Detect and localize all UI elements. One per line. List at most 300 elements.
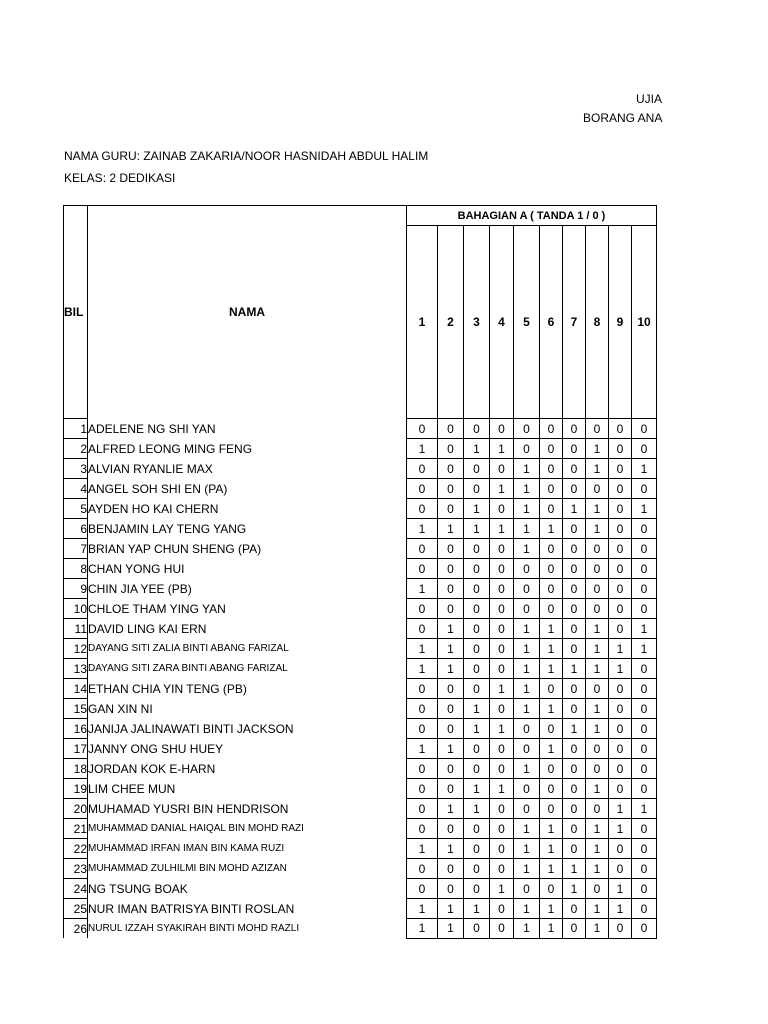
mark-cell: 0 [632, 419, 657, 439]
mark-cell: 0 [438, 419, 464, 439]
mark-cell: 0 [514, 719, 540, 739]
mark-cell: 0 [609, 499, 632, 519]
mark-cell: 0 [490, 919, 514, 939]
table-row [64, 739, 657, 759]
mark-cell: 0 [490, 539, 514, 559]
student-name: JANNY ONG SHU HUEY [88, 739, 407, 759]
mark-cell: 0 [464, 839, 490, 859]
student-name: CHAN YONG HUI [88, 559, 407, 579]
table-row [64, 619, 657, 639]
mark-cell: 1 [632, 459, 657, 479]
mark-cell: 1 [563, 659, 586, 679]
table-row [64, 779, 657, 799]
mark-cell: 0 [407, 879, 438, 899]
mark-cell: 1 [563, 879, 586, 899]
mark-cell: 0 [464, 619, 490, 639]
mark-cell: 0 [540, 879, 563, 899]
mark-cell: 0 [563, 559, 586, 579]
mark-cell: 0 [540, 779, 563, 799]
mark-cell: 0 [514, 739, 540, 759]
mark-cell: 0 [609, 759, 632, 779]
student-name: LIM CHEE MUN [88, 779, 407, 799]
mark-cell: 1 [586, 639, 609, 659]
mark-cell: 0 [438, 439, 464, 459]
row-number: 14 [64, 679, 88, 699]
mark-cell: 1 [609, 899, 632, 919]
mark-cell: 0 [609, 579, 632, 599]
mark-cell: 1 [490, 779, 514, 799]
mark-cell: 0 [438, 779, 464, 799]
header-question: 9 [609, 226, 632, 419]
mark-cell: 0 [490, 639, 514, 659]
mark-cell: 1 [464, 719, 490, 739]
row-number: 24 [64, 879, 88, 899]
mark-cell: 1 [514, 819, 540, 839]
row-number: 7 [64, 539, 88, 559]
mark-cell: 0 [586, 599, 609, 619]
mark-cell: 1 [438, 659, 464, 679]
table-row [64, 699, 657, 719]
mark-cell: 0 [438, 479, 464, 499]
mark-cell: 0 [609, 839, 632, 859]
student-name: ANGEL SOH SHI EN (PA) [88, 479, 407, 499]
mark-cell: 0 [563, 779, 586, 799]
mark-cell: 0 [438, 719, 464, 739]
mark-cell: 1 [514, 479, 540, 499]
mark-cell: 1 [632, 619, 657, 639]
mark-cell: 0 [490, 419, 514, 439]
mark-cell: 0 [407, 819, 438, 839]
mark-cell: 0 [632, 539, 657, 559]
mark-cell: 0 [563, 819, 586, 839]
header-question: 5 [514, 226, 540, 419]
mark-cell: 0 [563, 539, 586, 559]
mark-cell: 0 [490, 739, 514, 759]
mark-cell: 1 [438, 739, 464, 759]
row-number: 16 [64, 719, 88, 739]
mark-cell: 1 [438, 799, 464, 819]
mark-cell: 0 [632, 599, 657, 619]
mark-cell: 0 [407, 859, 438, 879]
mark-cell: 0 [438, 879, 464, 899]
mark-cell: 1 [514, 699, 540, 719]
mark-cell: 0 [563, 799, 586, 819]
mark-cell: 0 [490, 699, 514, 719]
mark-cell: 1 [438, 839, 464, 859]
mark-cell: 0 [464, 639, 490, 659]
mark-cell: 0 [540, 479, 563, 499]
mark-cell: 1 [407, 739, 438, 759]
mark-cell: 0 [407, 759, 438, 779]
row-number: 6 [64, 519, 88, 539]
mark-cell: 1 [438, 619, 464, 639]
mark-cell: 0 [632, 679, 657, 699]
mark-cell: 0 [632, 839, 657, 859]
mark-cell: 1 [490, 519, 514, 539]
row-number: 19 [64, 779, 88, 799]
mark-cell: 1 [632, 639, 657, 659]
mark-cell: 0 [514, 599, 540, 619]
row-number: 10 [64, 599, 88, 619]
mark-cell: 1 [540, 739, 563, 759]
mark-cell: 0 [609, 699, 632, 719]
mark-cell: 0 [609, 519, 632, 539]
mark-cell: 1 [407, 519, 438, 539]
mark-cell: 0 [438, 679, 464, 699]
table-row [64, 679, 657, 699]
row-number: 11 [64, 619, 88, 639]
mark-cell: 0 [464, 679, 490, 699]
mark-cell: 1 [586, 779, 609, 799]
row-number: 21 [64, 819, 88, 839]
mark-cell: 0 [609, 459, 632, 479]
mark-cell: 0 [464, 479, 490, 499]
mark-cell: 1 [540, 819, 563, 839]
mark-cell: 0 [490, 859, 514, 879]
student-name: MUHAMAD YUSRI BIN HENDRISON [88, 799, 407, 819]
mark-cell: 1 [438, 519, 464, 539]
mark-cell: 0 [632, 739, 657, 759]
mark-cell: 1 [438, 899, 464, 919]
mark-cell: 0 [563, 579, 586, 599]
mark-cell: 1 [407, 659, 438, 679]
mark-cell: 0 [609, 559, 632, 579]
student-name: MUHAMMAD IRFAN IMAN BIN KAMA RUZI [88, 839, 407, 859]
mark-cell: 1 [540, 899, 563, 919]
mark-cell: 0 [586, 759, 609, 779]
row-number: 4 [64, 479, 88, 499]
mark-cell: 0 [632, 479, 657, 499]
mark-cell: 0 [609, 739, 632, 759]
mark-cell: 0 [609, 859, 632, 879]
mark-cell: 1 [586, 719, 609, 739]
mark-cell: 1 [586, 839, 609, 859]
mark-cell: 0 [407, 459, 438, 479]
mark-cell: 1 [540, 839, 563, 859]
mark-cell: 1 [586, 899, 609, 919]
mark-cell: 0 [407, 679, 438, 699]
mark-cell: 1 [540, 639, 563, 659]
table-row [64, 799, 657, 819]
header-nama: NAMA [88, 206, 407, 419]
mark-cell: 1 [514, 499, 540, 519]
mark-cell: 0 [540, 439, 563, 459]
mark-cell: 0 [438, 539, 464, 559]
mark-cell: 0 [438, 559, 464, 579]
mark-cell: 0 [632, 859, 657, 879]
mark-cell: 1 [490, 479, 514, 499]
mark-cell: 1 [464, 899, 490, 919]
table-row [64, 659, 657, 679]
mark-cell: 0 [407, 559, 438, 579]
table-row [64, 419, 657, 439]
mark-cell: 0 [586, 479, 609, 499]
mark-cell: 0 [540, 599, 563, 619]
document-title: UJIA [636, 92, 663, 106]
table-row [64, 919, 657, 939]
mark-cell: 0 [632, 879, 657, 899]
mark-cell: 1 [609, 819, 632, 839]
row-number: 22 [64, 839, 88, 859]
student-name: NUR IMAN BATRISYA BINTI ROSLAN [88, 899, 407, 919]
mark-cell: 0 [563, 439, 586, 459]
mark-cell: 0 [586, 579, 609, 599]
mark-cell: 0 [586, 879, 609, 899]
mark-cell: 0 [586, 419, 609, 439]
mark-cell: 0 [563, 599, 586, 619]
mark-cell: 1 [514, 519, 540, 539]
mark-cell: 0 [490, 839, 514, 859]
mark-cell: 0 [464, 859, 490, 879]
mark-cell: 0 [407, 599, 438, 619]
mark-cell: 0 [407, 719, 438, 739]
mark-cell: 1 [490, 439, 514, 459]
mark-cell: 0 [438, 499, 464, 519]
mark-cell: 0 [407, 499, 438, 519]
mark-cell: 0 [540, 559, 563, 579]
mark-cell: 1 [490, 679, 514, 699]
mark-cell: 0 [490, 559, 514, 579]
mark-cell: 0 [540, 539, 563, 559]
mark-cell: 0 [586, 739, 609, 759]
table-row [64, 579, 657, 599]
row-number: 12 [64, 639, 88, 659]
row-number: 15 [64, 699, 88, 719]
mark-cell: 0 [632, 559, 657, 579]
student-name: DAVID LING KAI ERN [88, 619, 407, 639]
mark-cell: 1 [609, 659, 632, 679]
student-name: ETHAN CHIA YIN TENG (PB) [88, 679, 407, 699]
mark-cell: 0 [632, 659, 657, 679]
student-name: NG TSUNG BOAK [88, 879, 407, 899]
header-question: 3 [464, 226, 490, 419]
table-row [64, 639, 657, 659]
mark-cell: 1 [438, 639, 464, 659]
mark-cell: 0 [490, 759, 514, 779]
header-question: 2 [438, 226, 464, 419]
mark-cell: 1 [609, 639, 632, 659]
mark-cell: 0 [464, 459, 490, 479]
mark-cell: 0 [563, 699, 586, 719]
mark-cell: 0 [632, 779, 657, 799]
mark-cell: 0 [514, 579, 540, 599]
mark-cell: 0 [490, 499, 514, 519]
mark-cell: 1 [586, 859, 609, 879]
mark-cell: 0 [609, 599, 632, 619]
header-question: 1 [407, 226, 438, 419]
mark-cell: 0 [490, 579, 514, 599]
row-number: 3 [64, 459, 88, 479]
header-question: 4 [490, 226, 514, 419]
table-row [64, 499, 657, 519]
mark-cell: 0 [609, 439, 632, 459]
mark-cell: 0 [586, 799, 609, 819]
header-question: 6 [540, 226, 563, 419]
mark-cell: 1 [464, 799, 490, 819]
mark-cell: 0 [609, 419, 632, 439]
mark-cell: 1 [632, 499, 657, 519]
mark-cell: 0 [563, 759, 586, 779]
mark-cell: 1 [464, 519, 490, 539]
mark-cell: 0 [540, 759, 563, 779]
mark-cell: 1 [540, 699, 563, 719]
mark-cell: 0 [586, 559, 609, 579]
mark-cell: 0 [464, 659, 490, 679]
table-row [64, 439, 657, 459]
mark-cell: 0 [438, 859, 464, 879]
mark-cell: 0 [438, 459, 464, 479]
student-name: ALVIAN RYANLIE MAX [88, 459, 407, 479]
class-name: KELAS: 2 DEDIKASI [64, 171, 176, 185]
table-row [64, 759, 657, 779]
mark-cell: 1 [514, 459, 540, 479]
row-number: 23 [64, 859, 88, 879]
mark-cell: 0 [563, 419, 586, 439]
mark-cell: 0 [490, 599, 514, 619]
student-name: CHIN JIA YEE (PB) [88, 579, 407, 599]
table-row [64, 539, 657, 559]
mark-cell: 1 [540, 859, 563, 879]
student-name: BRIAN YAP CHUN SHENG (PA) [88, 539, 407, 559]
mark-cell: 1 [586, 499, 609, 519]
student-name: JORDAN KOK E-HARN [88, 759, 407, 779]
student-name: DAYANG SITI ZALIA BINTI ABANG FARIZAL [88, 639, 407, 659]
mark-cell: 1 [586, 819, 609, 839]
mark-cell: 1 [540, 519, 563, 539]
mark-cell: 0 [632, 579, 657, 599]
mark-cell: 0 [438, 759, 464, 779]
mark-cell: 1 [407, 579, 438, 599]
mark-cell: 1 [464, 779, 490, 799]
mark-cell: 0 [407, 779, 438, 799]
mark-cell: 0 [563, 459, 586, 479]
mark-cell: 1 [514, 759, 540, 779]
table-row [64, 719, 657, 739]
mark-cell: 0 [407, 479, 438, 499]
mark-cell: 1 [609, 799, 632, 819]
mark-cell: 0 [563, 479, 586, 499]
mark-cell: 1 [407, 639, 438, 659]
row-number: 9 [64, 579, 88, 599]
mark-cell: 0 [540, 579, 563, 599]
mark-cell: 1 [540, 619, 563, 639]
mark-cell: 1 [464, 499, 490, 519]
mark-cell: 1 [514, 839, 540, 859]
student-name: MUHAMMAD DANIAL HAIQAL BIN MOHD RAZI [88, 819, 407, 839]
mark-cell: 0 [609, 919, 632, 939]
mark-cell: 0 [490, 619, 514, 639]
mark-cell: 0 [407, 799, 438, 819]
mark-cell: 0 [514, 879, 540, 899]
mark-cell: 0 [490, 459, 514, 479]
mark-cell: 0 [407, 539, 438, 559]
mark-cell: 0 [563, 679, 586, 699]
mark-cell: 0 [514, 559, 540, 579]
header-bil: BIL [64, 206, 88, 419]
row-number: 5 [64, 499, 88, 519]
mark-cell: 0 [438, 599, 464, 619]
mark-cell: 0 [407, 619, 438, 639]
mark-cell: 1 [514, 539, 540, 559]
mark-cell: 1 [407, 839, 438, 859]
mark-cell: 1 [586, 519, 609, 539]
mark-cell: 1 [514, 919, 540, 939]
mark-cell: 0 [540, 799, 563, 819]
student-name: MUHAMMAD ZULHILMI BIN MOHD AZIZAN [88, 859, 407, 879]
mark-cell: 1 [407, 919, 438, 939]
mark-cell: 0 [514, 779, 540, 799]
mark-cell: 0 [563, 839, 586, 859]
document-subtitle: BORANG ANA [583, 111, 663, 125]
student-name: AYDEN HO KAI CHERN [88, 499, 407, 519]
student-name: ALFRED LEONG MING FENG [88, 439, 407, 459]
mark-cell: 1 [514, 619, 540, 639]
mark-cell: 0 [464, 919, 490, 939]
mark-cell: 1 [586, 619, 609, 639]
table-row [64, 819, 657, 839]
teacher-name: NAMA GURU: ZAINAB ZAKARIA/NOOR HASNIDAH ABDUL HALIM [64, 149, 429, 163]
mark-cell: 0 [514, 419, 540, 439]
mark-cell: 1 [514, 659, 540, 679]
mark-cell: 0 [563, 619, 586, 639]
student-name: GAN XIN NI [88, 699, 407, 719]
table-row [64, 599, 657, 619]
row-number: 17 [64, 739, 88, 759]
row-number: 1 [64, 419, 88, 439]
mark-cell: 0 [464, 599, 490, 619]
mark-cell: 0 [609, 539, 632, 559]
mark-cell: 0 [490, 659, 514, 679]
student-name: CHLOE THAM YING YAN [88, 599, 407, 619]
analysis-table [63, 205, 657, 939]
mark-cell: 1 [563, 719, 586, 739]
mark-cell: 0 [490, 899, 514, 919]
mark-cell: 0 [586, 679, 609, 699]
mark-cell: 0 [632, 719, 657, 739]
mark-cell: 0 [632, 519, 657, 539]
mark-cell: 0 [540, 459, 563, 479]
mark-cell: 0 [609, 619, 632, 639]
mark-cell: 0 [609, 479, 632, 499]
mark-cell: 1 [540, 919, 563, 939]
table-row [64, 899, 657, 919]
row-number: 2 [64, 439, 88, 459]
mark-cell: 0 [464, 759, 490, 779]
row-number: 13 [64, 659, 88, 679]
row-number: 20 [64, 799, 88, 819]
mark-cell: 1 [586, 439, 609, 459]
mark-cell: 1 [514, 859, 540, 879]
mark-cell: 0 [563, 899, 586, 919]
mark-cell: 0 [464, 559, 490, 579]
mark-cell: 0 [464, 419, 490, 439]
mark-cell: 1 [490, 879, 514, 899]
mark-cell: 0 [464, 819, 490, 839]
mark-cell: 0 [514, 799, 540, 819]
mark-cell: 0 [407, 699, 438, 719]
mark-cell: 0 [563, 739, 586, 759]
mark-cell: 1 [586, 919, 609, 939]
mark-cell: 0 [632, 759, 657, 779]
mark-cell: 1 [464, 439, 490, 459]
table-row [64, 559, 657, 579]
mark-cell: 0 [609, 719, 632, 739]
header-section-a: BAHAGIAN A ( TANDA 1 / 0 ) [407, 206, 657, 226]
mark-cell: 0 [632, 439, 657, 459]
mark-cell: 0 [464, 579, 490, 599]
table-row [64, 859, 657, 879]
mark-cell: 1 [563, 859, 586, 879]
